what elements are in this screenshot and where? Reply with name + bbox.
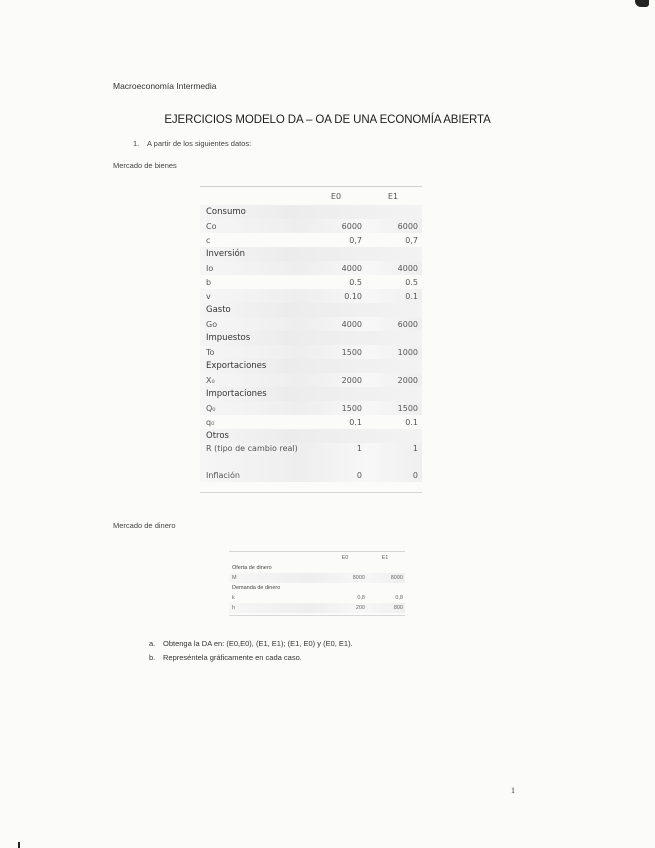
- group-exportaciones: Exportaciones: [200, 359, 422, 373]
- value-e1: 1500: [397, 403, 418, 413]
- value-e0: 2000: [341, 375, 362, 385]
- group-inversion: Inversión: [200, 247, 422, 261]
- row-label: v: [206, 291, 211, 301]
- value-e1: 0.1: [405, 291, 418, 301]
- value-e0: 0.5: [349, 277, 362, 287]
- table-row: [200, 373, 422, 387]
- group-importaciones: Importaciones: [200, 387, 422, 401]
- table-row: [200, 468, 422, 482]
- question-1: [133, 139, 251, 148]
- value-e1: 6000: [397, 221, 418, 231]
- row-label: X₀: [206, 375, 215, 385]
- table-row: [200, 275, 422, 289]
- row-label: Inflación: [206, 470, 240, 480]
- value-e1: 1000: [397, 347, 418, 357]
- value-e1: 8000: [390, 575, 403, 581]
- value-e0: 4000: [341, 319, 362, 329]
- group-impuestos: Impuestos: [200, 331, 422, 345]
- column-header-e1: E1: [387, 191, 399, 201]
- group-oferta-de-dinero: Oferta de dinero: [232, 565, 272, 571]
- table-row: [200, 443, 422, 468]
- row-label: Io: [206, 263, 214, 273]
- page-number: 1: [511, 786, 515, 795]
- row-label: Go: [206, 319, 218, 329]
- column-header-e0: E0: [341, 554, 349, 561]
- value-e0: 8000: [352, 575, 365, 581]
- value-e1: 2000: [397, 375, 418, 385]
- group-gasto: Gasto: [200, 303, 422, 317]
- table-row: [200, 415, 422, 429]
- table-row: [200, 401, 422, 415]
- scan-corner-mark: [635, 0, 649, 7]
- value-e0: 0,8: [357, 595, 365, 601]
- row-label: c: [206, 235, 211, 245]
- course-header: Macroeconomía Intermedia: [113, 81, 217, 91]
- table-row: [200, 219, 422, 233]
- table-row: [200, 317, 422, 331]
- value-e0: 0.1: [349, 417, 362, 427]
- value-e0: 1: [356, 444, 362, 453]
- list-item: [149, 639, 353, 653]
- value-e0: 0.10: [344, 291, 362, 301]
- goods-market-label: Mercado de bienes: [113, 161, 177, 170]
- table-row: [200, 233, 422, 247]
- task-list: [149, 639, 353, 667]
- money-market-label: Mercado de dinero: [113, 521, 176, 530]
- value-e0: 0,7: [349, 235, 362, 245]
- table-row: [200, 289, 422, 303]
- scan-edge-mark: [18, 842, 20, 848]
- question-text: A partir de los siguientes datos:: [147, 139, 252, 148]
- row-label: R (tipo de cambio real): [206, 444, 298, 453]
- value-e1: 4000: [397, 263, 418, 273]
- table-row: [229, 603, 405, 613]
- question-number: 1.: [133, 139, 140, 148]
- value-e0: 200: [355, 605, 365, 611]
- table-header: [229, 552, 405, 563]
- group-otros: Otros: [200, 429, 422, 443]
- value-e1: 0: [412, 470, 418, 480]
- row-label: To: [206, 347, 215, 357]
- value-e0: 1500: [341, 347, 362, 357]
- table-header: [200, 187, 422, 205]
- group-demanda-de-dinero: Demanda de dinero: [232, 585, 281, 591]
- row-label: q₀: [206, 417, 215, 427]
- value-e1: 0.1: [405, 417, 418, 427]
- column-header-e1: E1: [381, 554, 389, 561]
- goods-market-table: [200, 186, 422, 493]
- row-label: b: [206, 277, 212, 287]
- value-e0: 4000: [341, 263, 362, 273]
- value-e1: 0,7: [405, 235, 418, 245]
- row-label: h: [232, 605, 236, 611]
- value-e1: 1: [412, 444, 418, 453]
- list-item: [149, 653, 353, 667]
- value-e1: 0.5: [405, 277, 418, 287]
- document-title: EJERCICIOS MODELO DA – OA DE UNA ECONOMÍA ABIERTA: [164, 114, 491, 126]
- item-label: a.: [149, 639, 156, 648]
- row-label: M: [232, 575, 237, 581]
- item-label: b.: [149, 653, 156, 662]
- value-e0: 1500: [341, 403, 362, 413]
- table-row: [229, 573, 405, 583]
- item-text: Represéntela gráficamente en cada caso.: [163, 653, 302, 662]
- value-e0: 6000: [341, 221, 362, 231]
- row-label: k: [232, 595, 235, 601]
- group-consumo: Consumo: [200, 205, 422, 219]
- table-row: [229, 593, 405, 603]
- column-header-e0: E0: [330, 191, 342, 201]
- table-row: [200, 261, 422, 275]
- row-label: Q₀: [206, 403, 216, 413]
- row-label: Co: [206, 221, 217, 231]
- value-e1: 0,8: [395, 595, 403, 601]
- item-text: Obtenga la DA en: (E0,E0), (E1, E1); (E1, E0) y (E0, E1).: [163, 639, 353, 648]
- money-market-table: [229, 551, 405, 616]
- value-e1: 6000: [397, 319, 418, 329]
- value-e1: 800: [393, 605, 403, 611]
- table-row: [200, 345, 422, 359]
- value-e0: 0: [356, 470, 362, 480]
